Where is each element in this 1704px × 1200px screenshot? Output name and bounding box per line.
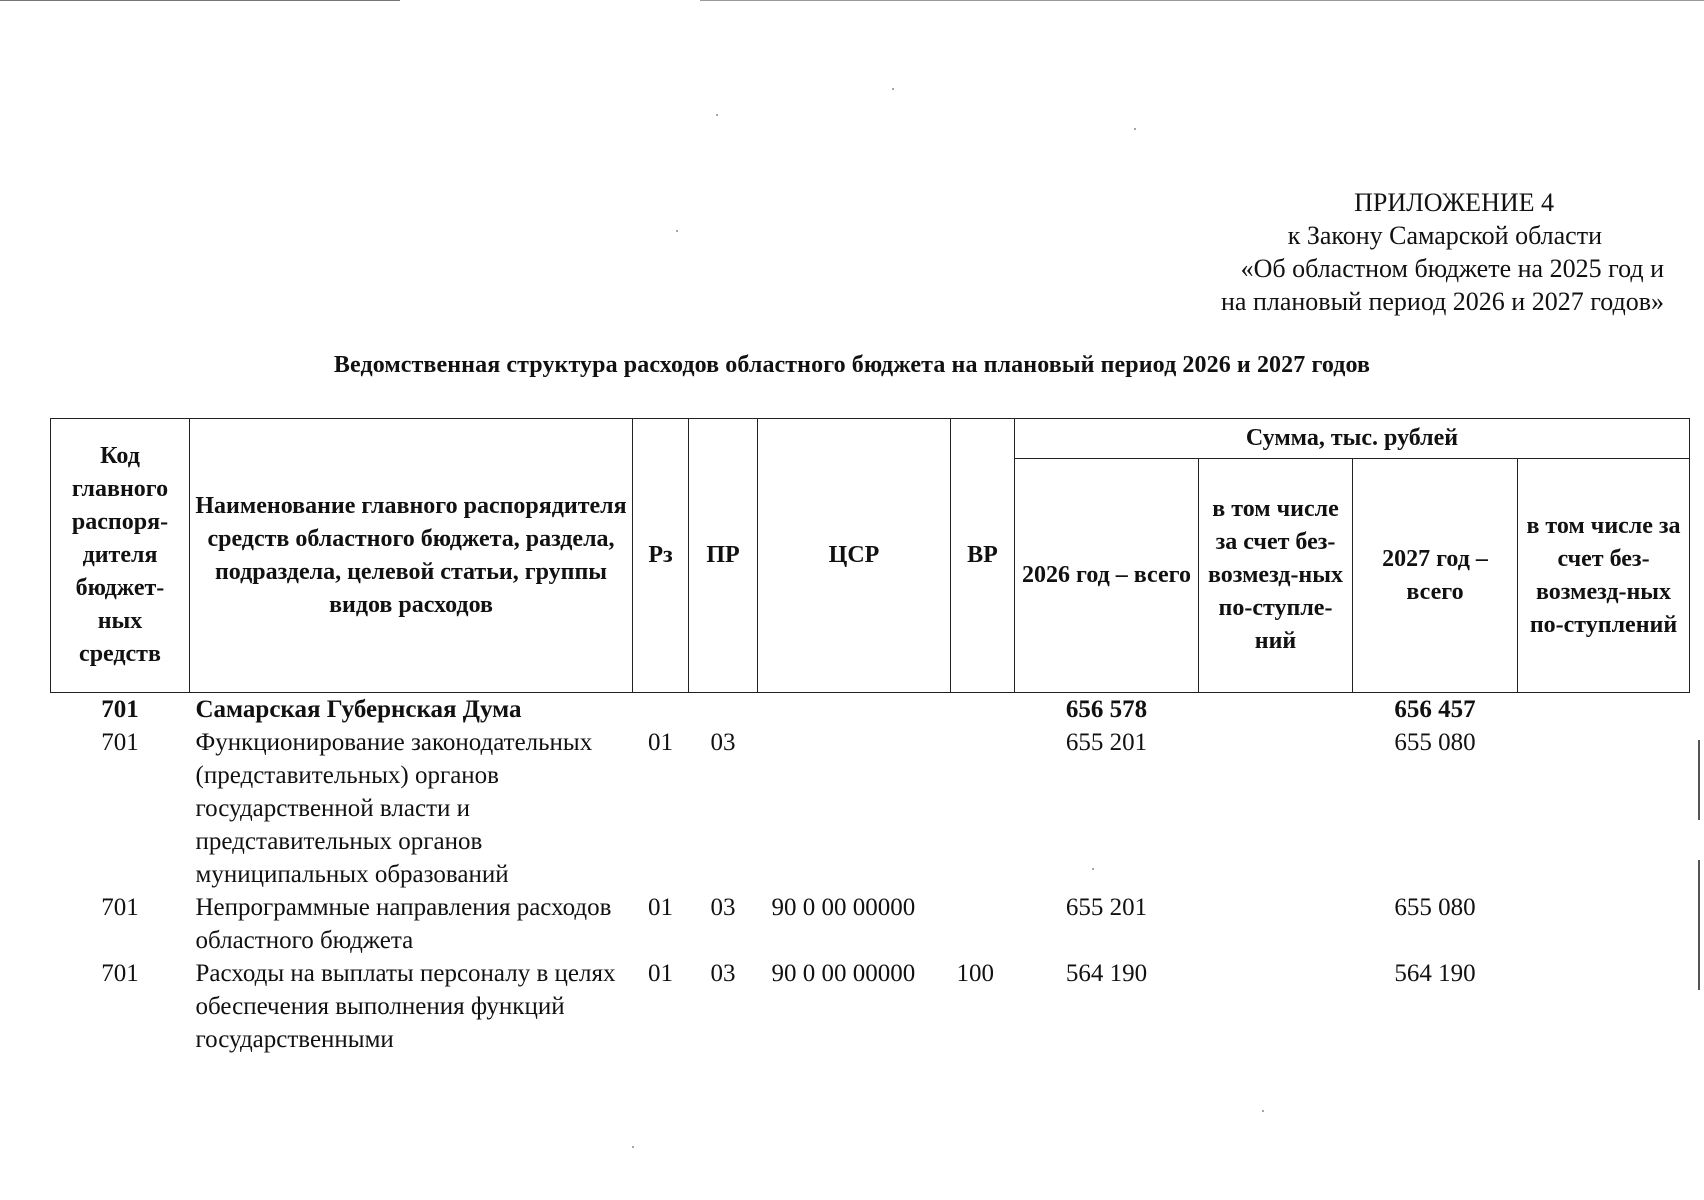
table-row <box>51 957 1690 1056</box>
cell-pr: 03 <box>710 960 736 987</box>
document-title: Ведомственная структура расходов областного бюджета на плановый период 2026 и 2027 годов <box>333 352 1371 378</box>
appendix-law-period: на плановый период 2026 и 2027 годов» <box>1221 287 1664 316</box>
cell-code: 701 <box>101 696 139 723</box>
cell-pr: 03 <box>710 729 736 756</box>
header-code: Код главного распоря-дителя бюджет-ных средств <box>51 419 190 693</box>
header-rz: Рз <box>633 419 689 693</box>
cell-rz: 01 <box>648 729 673 756</box>
header-vr: ВР <box>951 419 1015 693</box>
cell-code: 701 <box>101 729 139 756</box>
cell-name: Функционирование законодательных (представительных) органов государственной власти и представительных органов муниципальных образований <box>195 729 593 888</box>
header-2027-total: 2027 год – всего <box>1353 459 1518 693</box>
cell-vr <box>951 693 1015 727</box>
table-row <box>51 726 1690 891</box>
cell-2026-free <box>1199 957 1353 1056</box>
cell-rz: 01 <box>648 960 673 987</box>
cell-csr <box>758 693 951 727</box>
cell-2026-free <box>1199 693 1353 727</box>
cell-vr <box>951 726 1015 891</box>
scan-border-line <box>0 0 400 1</box>
appendix-law-ref: к Закону Самарской области <box>1287 221 1602 250</box>
cell-pr <box>689 693 758 727</box>
budget-table <box>50 418 1690 1056</box>
appendix-header <box>964 186 1664 318</box>
cell-2027-free <box>1518 726 1690 891</box>
cell-2026-total: 656 578 <box>1065 696 1148 723</box>
header-sum-group: Сумма, тыс. рублей <box>1015 419 1690 459</box>
cell-2027-free <box>1518 693 1690 727</box>
table-row <box>51 891 1690 957</box>
scan-edge-mark <box>1698 860 1700 990</box>
cell-2027-total: 655 080 <box>1394 729 1476 756</box>
cell-name: Расходы на выплаты персоналу в целях обеспечения выполнения функций государственными <box>195 960 616 1053</box>
cell-2027-total: 655 080 <box>1394 894 1476 921</box>
cell-code: 701 <box>101 960 139 987</box>
scan-speck <box>892 88 894 90</box>
cell-vr: 100 <box>956 960 994 987</box>
header-2026-free: в том числе за счет без-возмезд-ных по-ступле-ний <box>1199 459 1353 693</box>
cell-name: Самарская Губернская Дума <box>195 696 522 723</box>
cell-code: 701 <box>101 894 139 921</box>
cell-csr: 90 0 00 00000 <box>771 960 916 987</box>
cell-2027-free <box>1518 891 1690 957</box>
scan-border-line <box>700 0 1704 1</box>
appendix-law-title: «Об областном бюджете на 2025 год и <box>1240 254 1664 283</box>
cell-pr: 03 <box>710 894 736 921</box>
header-2026-total: 2026 год – всего <box>1015 459 1199 693</box>
cell-name: Непрограммные направления расходов областного бюджета <box>195 894 612 954</box>
scan-speck <box>1262 1110 1264 1112</box>
cell-2027-total: 656 457 <box>1394 696 1476 723</box>
cell-rz: 01 <box>648 894 673 921</box>
scan-speck <box>632 1146 634 1148</box>
cell-2027-free <box>1518 957 1690 1056</box>
appendix-number: ПРИЛОЖЕНИЕ 4 <box>1354 188 1554 217</box>
cell-2027-total: 564 190 <box>1394 960 1476 987</box>
scan-speck <box>676 230 678 232</box>
cell-2026-total: 655 201 <box>1065 894 1148 921</box>
cell-2026-total: 564 190 <box>1065 960 1148 987</box>
header-pr: ПР <box>689 419 758 693</box>
cell-vr <box>951 891 1015 957</box>
scan-edge-mark <box>1698 740 1700 820</box>
cell-2026-free <box>1199 726 1353 891</box>
cell-csr: 90 0 00 00000 <box>771 894 916 921</box>
cell-2026-total: 655 201 <box>1065 729 1148 756</box>
cell-csr <box>758 726 951 891</box>
header-csr: ЦСР <box>758 419 951 693</box>
cell-rz <box>633 693 689 727</box>
header-2027-free: в том числе за счет без-возмезд-ных по-ступлений <box>1518 459 1690 693</box>
scan-speck <box>1134 128 1136 130</box>
scan-speck <box>716 114 718 116</box>
header-name: Наименование главного распорядителя средств областного бюджета, раздела, подраздела, целевой статьи, группы видов расходов <box>190 419 633 693</box>
table-row <box>51 693 1690 727</box>
cell-2026-free <box>1199 891 1353 957</box>
